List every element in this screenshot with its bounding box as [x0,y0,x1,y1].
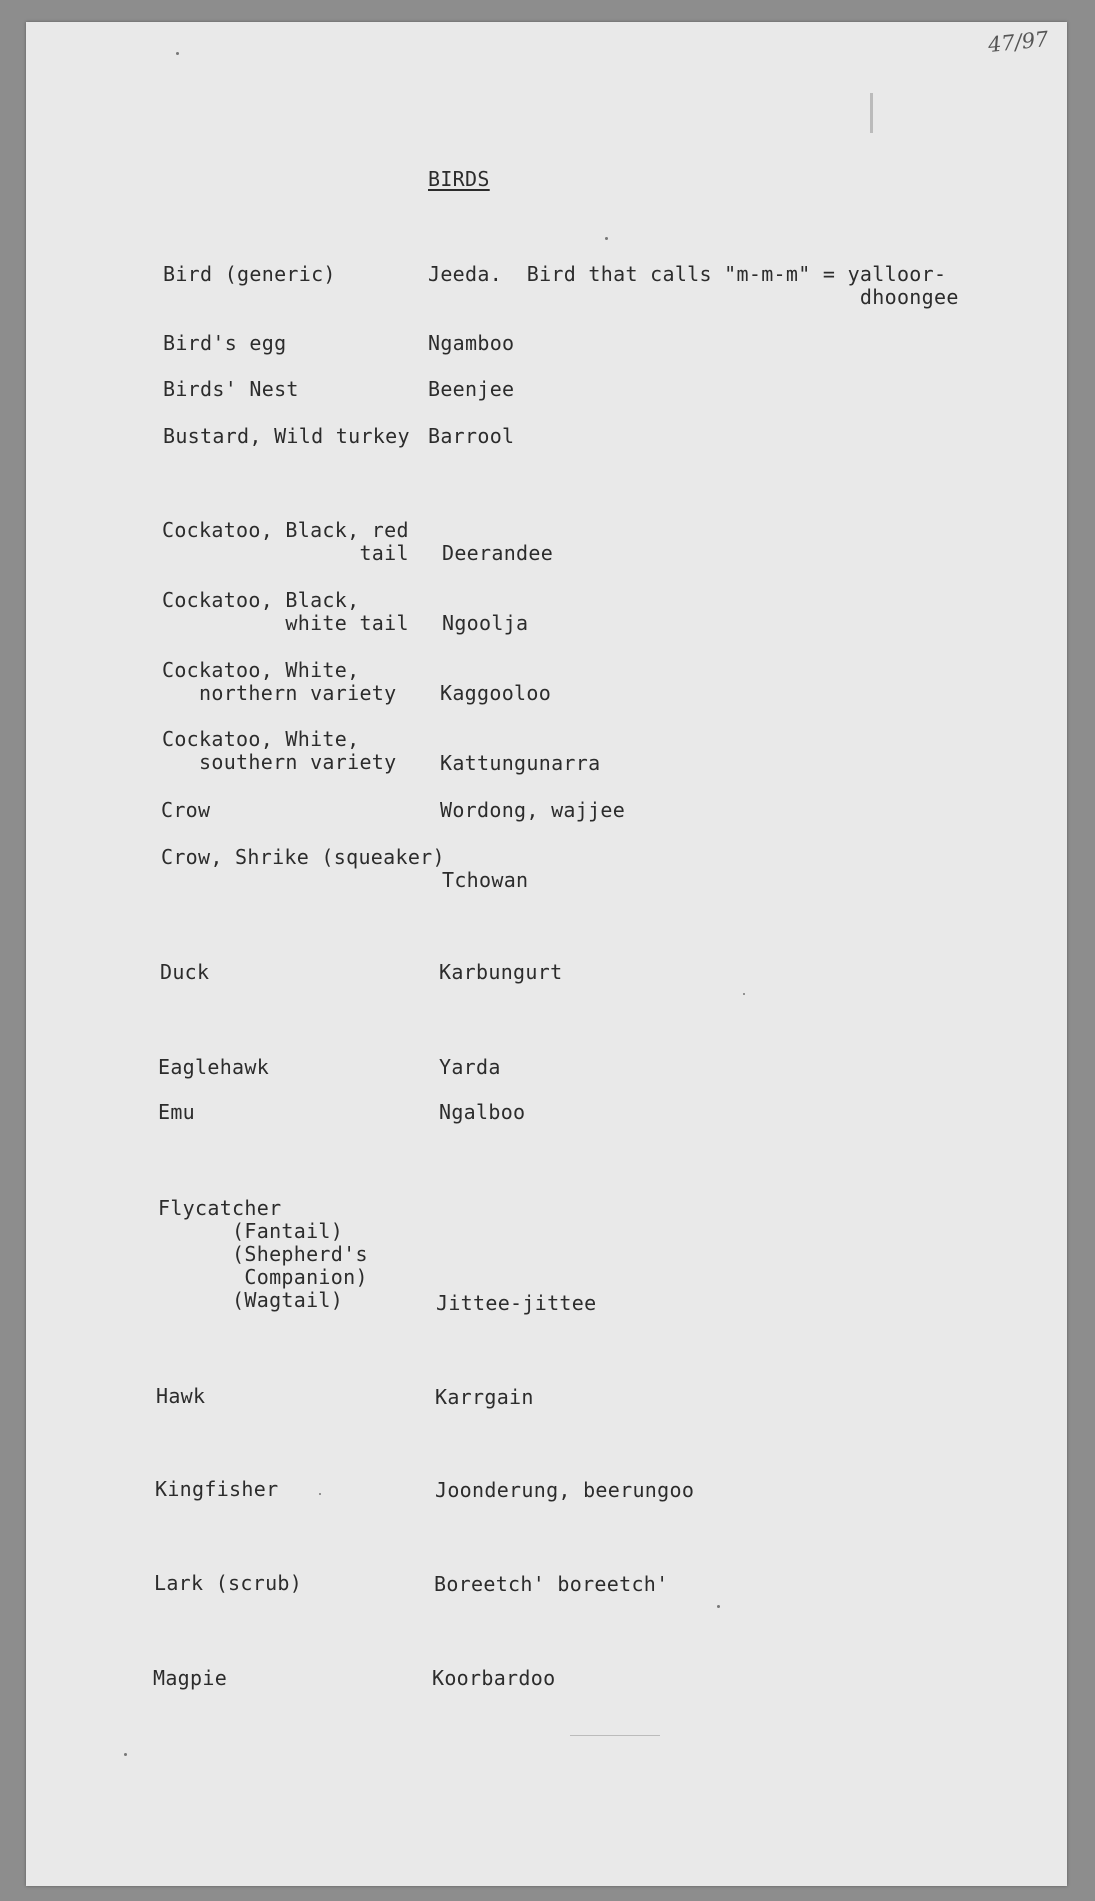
term-cockatoo-white-southern: Cockatoo, White, southern variety [162,727,397,774]
paper-speck [176,52,179,55]
term-cockatoo-white-northern: Cockatoo, White, northern variety [162,658,397,705]
term-cockatoo-black-white-tail: Cockatoo, Black, white tail [162,588,409,635]
term-duck: Duck [160,960,210,984]
term-crow-shrike: Crow, Shrike (squeaker) [161,845,445,869]
term-birds-egg: Bird's egg [163,331,287,355]
native-emu: Ngalboo [439,1100,526,1124]
paper-mark [870,93,873,133]
paper-speck [124,1753,127,1756]
native-eaglehawk: Yarda [439,1055,501,1079]
paper-mark [570,1735,660,1736]
term-bird-generic: Bird (generic) [163,262,336,286]
term-hawk: Hawk [156,1384,206,1408]
native-cockatoo-black-white-tail: Ngoolja [442,611,529,635]
term-bustard: Bustard, Wild turkey [163,424,410,448]
term-magpie: Magpie [153,1666,228,1690]
native-crow: Wordong, wajjee [440,798,626,822]
page-title: BIRDS [428,167,490,191]
term-lark: Lark (scrub) [154,1571,303,1595]
paper-speck [743,993,745,995]
native-birds-egg: Ngamboo [428,331,515,355]
term-emu: Emu [158,1100,196,1124]
native-magpie: Koorbardoo [432,1666,556,1690]
term-flycatcher: Flycatcher (Fantail) (Shepherd's Companion) (Wagtail) [158,1196,368,1312]
paper-speck [319,1493,321,1495]
native-hawk: Karrgain [435,1385,534,1409]
paper-speck [605,237,608,240]
native-cockatoo-black-red-tail: Deerandee [442,541,554,565]
native-bird-generic: Jeeda. Bird that calls "m-m-m" = yalloor- dhoongee [428,262,959,309]
native-duck: Karbungurt [439,960,563,984]
term-birds-nest: Birds' Nest [163,377,299,401]
term-cockatoo-black-red-tail: Cockatoo, Black, red tail [162,518,409,565]
native-flycatcher: Jittee-jittee [436,1291,597,1315]
term-eaglehawk: Eaglehawk [158,1055,270,1079]
native-kingfisher: Joonderung, beerungoo [435,1478,695,1502]
native-cockatoo-white-northern: Kaggooloo [440,681,552,705]
folio-number: 47/97 [986,26,1050,58]
native-cockatoo-white-southern: Kattungunarra [440,751,601,775]
native-birds-nest: Beenjee [428,377,515,401]
native-lark: Boreetch' boreetch' [434,1572,669,1596]
term-kingfisher: Kingfisher [155,1477,279,1501]
term-crow: Crow [161,798,211,822]
paper-speck [717,1605,720,1608]
native-bustard: Barrool [428,424,515,448]
native-crow-shrike: Tchowan [442,868,529,892]
